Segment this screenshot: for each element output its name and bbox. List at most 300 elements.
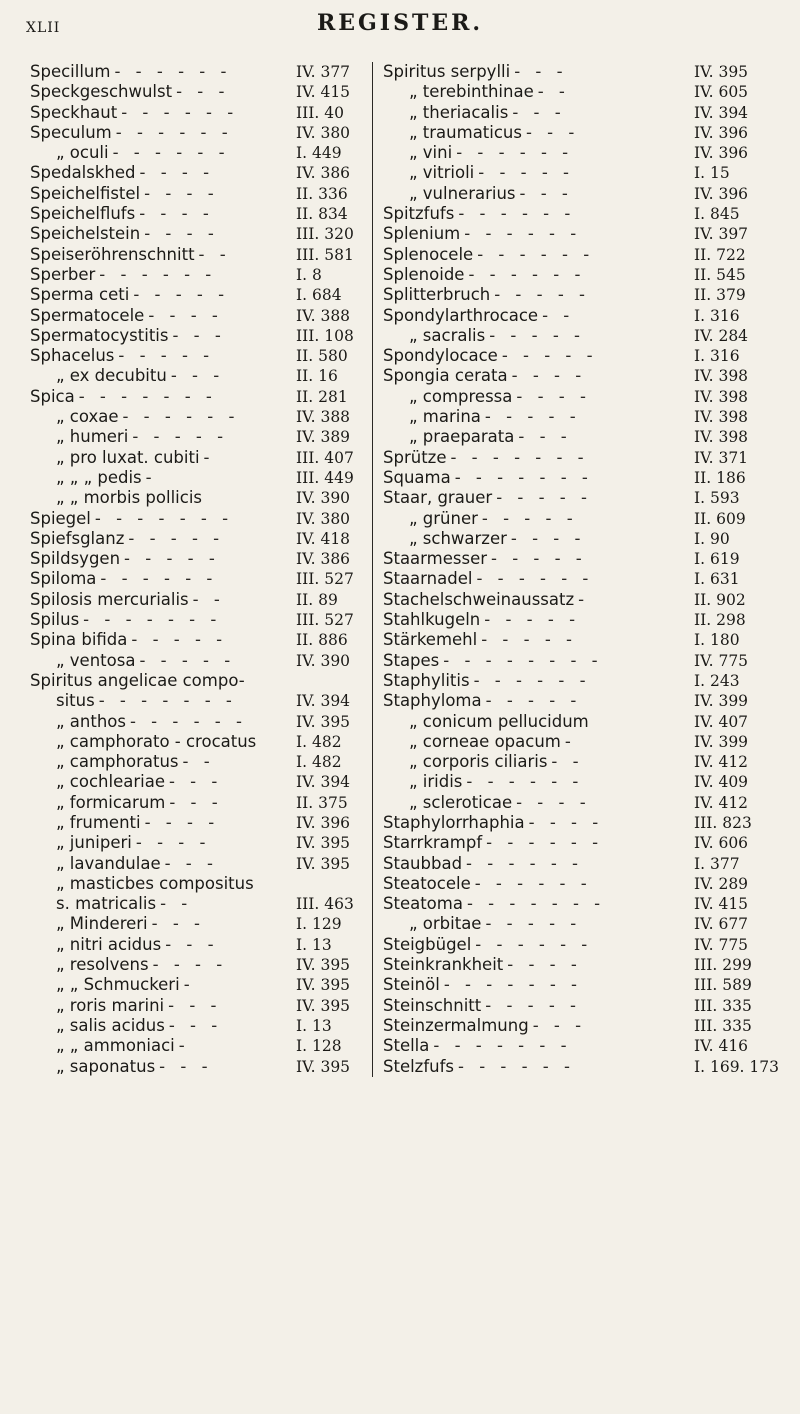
leader-dashes: - - - - - - - xyxy=(98,691,237,711)
index-term: „ frumenti xyxy=(56,812,141,832)
page-reference: IV. 396 xyxy=(694,144,749,163)
leader-dashes: - - - - - - xyxy=(477,244,595,264)
leader-dashes: - - xyxy=(537,82,570,102)
index-term: „ traumaticus xyxy=(409,122,522,142)
index-entry xyxy=(30,569,370,589)
leader-dashes: - - - xyxy=(518,427,572,447)
leader-dashes: - - - - - xyxy=(481,508,578,528)
page-reference: IV. 412 xyxy=(694,753,749,772)
index-entry xyxy=(383,914,770,934)
page-reference: II. 336 xyxy=(296,184,348,203)
leader-dashes: - - - - - - - xyxy=(94,508,234,528)
leader-dashes: - xyxy=(578,589,590,609)
index-entry xyxy=(30,691,370,711)
index-term: Steinöl xyxy=(383,975,440,995)
leader-dashes: - - - - - - xyxy=(476,569,594,589)
page-reference: IV. 407 xyxy=(694,712,749,731)
page-reference: IV. 396 xyxy=(296,813,351,832)
leader-dashes: - - - - - xyxy=(133,285,230,305)
index-term: Staphylorrhaphia xyxy=(383,812,525,832)
leader-dashes: - - - - - xyxy=(124,549,220,569)
page-reference: I. 449 xyxy=(296,144,342,163)
leader-dashes: - - - - - - xyxy=(474,873,592,893)
page-reference: IV. 399 xyxy=(694,732,749,751)
index-term: „ theriacalis xyxy=(409,102,509,122)
index-term: Speckhaut xyxy=(30,102,118,122)
leader-dashes: - - - - - - xyxy=(114,62,232,81)
index-term: „ anthos xyxy=(56,711,126,731)
index-term: Staubbad xyxy=(383,853,463,873)
page-reference: I. 129 xyxy=(296,915,342,934)
leader-dashes: - - - - - xyxy=(484,407,581,427)
index-term: „ pro luxat. cubiti xyxy=(56,447,200,467)
leader-dashes: - - - xyxy=(519,183,573,203)
index-entry xyxy=(30,62,370,82)
page-reference: III. 407 xyxy=(296,448,354,467)
page-reference: III. 527 xyxy=(296,570,354,589)
index-entry xyxy=(30,590,370,610)
index-entry xyxy=(30,427,370,447)
index-entry xyxy=(30,833,370,853)
index-term: Staarnadel xyxy=(383,569,473,589)
leader-dashes: - - - - - xyxy=(139,650,236,670)
page-reference: II. 609 xyxy=(694,509,746,528)
index-term: „ camphoratus xyxy=(56,752,179,772)
leader-dashes: - - - - - xyxy=(485,995,581,1015)
index-entry xyxy=(30,610,370,630)
index-term: Splenium xyxy=(383,224,461,244)
index-entry xyxy=(383,732,770,752)
leader-dashes: - - xyxy=(198,244,231,264)
leader-dashes: - - - xyxy=(168,772,223,792)
index-term: Splenocele xyxy=(383,244,474,264)
index-term: Steigbügel xyxy=(383,934,472,954)
index-entry xyxy=(383,691,770,711)
index-term: Stella xyxy=(383,1036,430,1056)
index-entry xyxy=(30,894,370,914)
index-term: „ nitri acidus xyxy=(56,934,162,954)
index-term: Sphacelus xyxy=(30,346,115,366)
page-reference: III. 823 xyxy=(694,813,752,832)
leader-dashes: - - - xyxy=(165,934,219,954)
leader-dashes: - - - xyxy=(170,366,225,386)
page-reference: IV. 395 xyxy=(296,976,351,995)
index-term: „ coxae xyxy=(56,407,119,427)
page-reference: II. 902 xyxy=(694,590,746,609)
index-term: Spilosis mercurialis xyxy=(30,589,189,609)
leader-dashes: - - - - - - - xyxy=(83,610,222,630)
leader-dashes: - - - - xyxy=(144,224,219,244)
index-entry xyxy=(30,387,370,407)
leader-dashes: - - - - xyxy=(139,163,215,183)
index-entry xyxy=(383,103,770,123)
page-reference: IV. 380 xyxy=(296,509,351,528)
leader-dashes: - - - - - - - xyxy=(443,975,582,995)
index-term: „ marina xyxy=(409,407,481,427)
index-entry xyxy=(383,590,770,610)
page-reference: IV. 416 xyxy=(694,1037,749,1056)
index-entry xyxy=(383,854,770,874)
page-reference: II. 886 xyxy=(296,631,348,650)
page-reference: IV. 394 xyxy=(694,103,749,122)
page-reference: IV. 371 xyxy=(694,448,749,467)
index-entry xyxy=(383,427,770,447)
page-reference: I. 482 xyxy=(296,732,342,751)
page-reference: IV. 395 xyxy=(296,1057,351,1076)
index-entry xyxy=(383,996,770,1016)
index-entry xyxy=(30,346,370,366)
leader-dashes: - - - - - xyxy=(131,630,228,650)
index-term: Spedalskhed xyxy=(30,163,136,183)
index-term: „ praeparata xyxy=(409,427,515,447)
index-entry xyxy=(383,752,770,772)
index-term: Spongia cerata xyxy=(383,366,508,386)
leader-dashes: - - - - - - xyxy=(112,143,230,163)
page-reference: IV. 398 xyxy=(694,387,749,406)
page-reference: IV. 380 xyxy=(296,123,351,142)
page-reference: III. 320 xyxy=(296,225,354,244)
page-reference: IV. 396 xyxy=(694,184,749,203)
index-entry xyxy=(30,630,370,650)
leader-dashes: - - - - xyxy=(144,812,220,832)
leader-dashes: - - - - - - xyxy=(466,853,583,873)
index-entry xyxy=(30,529,370,549)
page-reference: III. 463 xyxy=(296,895,354,914)
page-reference: IV. 386 xyxy=(296,550,351,569)
leader-dashes: - - - - - xyxy=(496,488,592,508)
index-entry xyxy=(30,996,370,1016)
index-term: „ oculi xyxy=(56,143,109,163)
page-reference: I. 593 xyxy=(694,489,740,508)
leader-dashes: - - - - - - - xyxy=(466,894,606,914)
index-term: Spica xyxy=(30,386,75,406)
leader-dashes: - xyxy=(203,447,215,467)
page-reference: II. 16 xyxy=(296,367,338,386)
index-entry xyxy=(383,610,770,630)
leader-dashes: - - - - xyxy=(152,955,228,975)
page-reference: IV. 775 xyxy=(694,935,749,954)
index-term: Sperber xyxy=(30,264,96,284)
index-entry xyxy=(383,833,770,853)
index-entry xyxy=(30,549,370,569)
leader-dashes: - - - - - - - xyxy=(433,1036,572,1056)
page-reference: I. 316 xyxy=(694,306,740,325)
leader-dashes: - - - xyxy=(172,325,226,345)
index-entry xyxy=(30,143,370,163)
index-term: „ conicum pellucidum xyxy=(409,711,589,731)
index-term: Speichelstein xyxy=(30,224,141,244)
page-reference: III. 299 xyxy=(694,956,752,975)
leader-dashes: - - - - - - xyxy=(100,569,218,589)
page-reference: II. 89 xyxy=(296,590,338,609)
index-term: „ salis acidus xyxy=(56,1015,165,1035)
leader-dashes: - - - - xyxy=(507,955,582,975)
index-term: „ schwarzer xyxy=(409,528,507,548)
page-reference: III. 527 xyxy=(296,611,354,630)
index-entry xyxy=(30,407,370,427)
leader-dashes: - - - - xyxy=(135,833,211,853)
index-term: Stachelschweinaussatz xyxy=(383,589,575,609)
index-term: Steatocele xyxy=(383,873,471,893)
index-entry xyxy=(30,285,370,305)
page-reference: IV. 605 xyxy=(694,83,749,102)
leader-dashes: - - - - xyxy=(511,366,587,386)
index-entry xyxy=(383,509,770,529)
index-term: Speichelflufs xyxy=(30,204,136,224)
page-reference: III. 335 xyxy=(694,996,752,1015)
page-reference: IV. 409 xyxy=(694,773,749,792)
page-reference: IV. 775 xyxy=(694,651,749,670)
index-term: Spildsygen xyxy=(30,549,121,569)
index-term: „ vini xyxy=(409,143,453,163)
index-term: Sprütze xyxy=(383,447,447,467)
page-reference: I. 169. 173 xyxy=(694,1057,780,1076)
page-reference: I. 619 xyxy=(694,550,740,569)
index-term: „ ventosa xyxy=(56,650,136,670)
index-entry xyxy=(30,752,370,772)
index-entry xyxy=(30,123,370,143)
leader-dashes: - - - - - - xyxy=(122,407,240,427)
page-reference: IV. 418 xyxy=(296,529,351,548)
leader-dashes: - - xyxy=(542,305,575,325)
index-term: Steatoma xyxy=(383,894,463,914)
index-entry xyxy=(30,306,370,326)
index-term: Splenoide xyxy=(383,264,465,284)
page-reference: IV. 284 xyxy=(694,326,749,345)
index-term: Spermatocele xyxy=(30,305,145,325)
index-entry xyxy=(30,975,370,995)
page-reference: IV. 398 xyxy=(694,367,749,386)
page-reference: I. 377 xyxy=(694,854,740,873)
index-entry xyxy=(30,163,370,183)
page-reference: I. 684 xyxy=(296,286,342,305)
page-reference: II. 375 xyxy=(296,793,348,812)
leader-dashes: - - - - - - xyxy=(456,143,574,163)
index-term: „ „ ammoniaci xyxy=(56,1036,175,1056)
index-term: „ iridis xyxy=(409,772,463,792)
page-reference: IV. 394 xyxy=(296,773,351,792)
index-entry xyxy=(383,407,770,427)
page-reference: IV. 677 xyxy=(694,915,749,934)
leader-dashes: - - - - xyxy=(148,305,223,325)
index-entry xyxy=(383,874,770,894)
index-entry xyxy=(30,265,370,285)
index-entry xyxy=(30,366,370,386)
page-reference: I. 482 xyxy=(296,753,342,772)
leader-dashes: - - xyxy=(551,752,584,772)
page-reference: II. 186 xyxy=(694,468,746,487)
index-entry xyxy=(30,1057,370,1077)
page-reference: II. 580 xyxy=(296,347,348,366)
index-column-left xyxy=(30,62,370,1077)
index-entry xyxy=(383,793,770,813)
leader-dashes: - - - - - xyxy=(485,914,582,934)
index-term: situs xyxy=(56,691,95,711)
index-term: Stelzfufs xyxy=(383,1056,455,1076)
page-reference: IV. 412 xyxy=(694,793,749,812)
leader-dashes: - - - - - xyxy=(491,549,587,569)
leader-dashes: - - - xyxy=(159,1056,213,1076)
index-term: „ „ morbis pollicis xyxy=(56,488,203,508)
index-term: Steinkrankheit xyxy=(383,955,504,975)
index-term: Sperma ceti xyxy=(30,285,130,305)
leader-dashes: - - - - - xyxy=(485,691,582,711)
index-term: Starrkrampf xyxy=(383,833,483,853)
index-entry xyxy=(383,184,770,204)
index-entry xyxy=(30,772,370,792)
index-entry xyxy=(383,894,770,914)
index-entry xyxy=(383,326,770,346)
page-reference: IV. 395 xyxy=(296,956,351,975)
page-reference: IV. 399 xyxy=(694,692,749,711)
leader-dashes: - - - xyxy=(512,102,566,122)
leader-dashes: - - - - xyxy=(139,204,214,224)
page-reference: IV. 398 xyxy=(694,408,749,427)
index-term: Spiritus angelicae compo- xyxy=(30,670,245,690)
index-entry xyxy=(383,306,770,326)
page-reference: III. 449 xyxy=(296,468,354,487)
index-term: Stapes xyxy=(383,650,440,670)
index-entry xyxy=(383,712,770,732)
index-term: Staphyloma xyxy=(383,691,482,711)
leader-dashes: - - - - - - xyxy=(129,711,247,731)
index-term: Spondylarthrocace xyxy=(383,305,539,325)
page-reference: I. 13 xyxy=(296,1016,332,1035)
index-term: „ juniperi xyxy=(56,833,132,853)
leader-dashes: - xyxy=(183,975,195,995)
index-entry xyxy=(30,326,370,346)
index-term: Splitterbruch xyxy=(383,285,491,305)
index-term: Spondylocace xyxy=(383,346,498,366)
index-entry xyxy=(30,914,370,934)
index-term: „ lavandulae xyxy=(56,853,161,873)
index-entry xyxy=(383,448,770,468)
index-entry xyxy=(30,793,370,813)
index-entry xyxy=(30,813,370,833)
index-entry xyxy=(383,651,770,671)
index-entry xyxy=(30,874,370,894)
page-reference: IV. 395 xyxy=(296,854,351,873)
leader-dashes: - - xyxy=(182,752,215,772)
index-entry xyxy=(383,468,770,488)
index-entry xyxy=(30,468,370,488)
page-reference: IV. 289 xyxy=(694,874,749,893)
index-entry xyxy=(383,163,770,183)
page-reference: I. 15 xyxy=(694,164,730,183)
page-reference: IV. 388 xyxy=(296,408,351,427)
leader-dashes: - - - - - - xyxy=(115,122,233,142)
leader-dashes: - - - - - - - xyxy=(450,447,589,467)
leader-dashes: - - - xyxy=(164,853,218,873)
index-term: Specillum xyxy=(30,62,111,81)
leader-dashes: - - - - xyxy=(528,812,604,832)
index-entry xyxy=(30,935,370,955)
leader-dashes: - - - xyxy=(151,914,205,934)
page-reference: IV. 415 xyxy=(694,895,749,914)
index-term: „ compressa xyxy=(409,386,513,406)
leader-dashes: - - - - - - xyxy=(121,102,239,122)
page-reference: IV. 397 xyxy=(694,225,749,244)
index-term: „ ex decubitu xyxy=(56,366,167,386)
index-term: „ humeri xyxy=(56,427,129,447)
index-entry xyxy=(30,448,370,468)
index-term: „ vulnerarius xyxy=(409,183,516,203)
page-reference: IV. 395 xyxy=(694,63,749,81)
leader-dashes: - - xyxy=(192,589,225,609)
index-entry xyxy=(383,529,770,549)
index-entry xyxy=(30,732,370,752)
index-term: „ grüner xyxy=(409,508,478,528)
index-entry xyxy=(30,854,370,874)
index-entry xyxy=(383,935,770,955)
page-reference: IV. 377 xyxy=(296,63,351,81)
leader-dashes: - - - xyxy=(169,792,223,812)
index-entry xyxy=(383,123,770,143)
leader-dashes: - - - xyxy=(176,82,230,102)
index-term: Staar, grauer xyxy=(383,488,493,508)
index-entry xyxy=(30,1036,370,1056)
leader-dashes: - - - - - - xyxy=(466,772,584,792)
index-entry xyxy=(383,366,770,386)
leader-dashes: - - - - - xyxy=(118,346,215,366)
index-entry xyxy=(383,285,770,305)
leader-dashes: - - - xyxy=(525,122,580,142)
index-term: „ roris marini xyxy=(56,995,165,1015)
leader-dashes: - - - - - - xyxy=(468,264,586,284)
leader-dashes: - - - - xyxy=(510,528,586,548)
index-term: „ vitrioli xyxy=(409,163,475,183)
leader-dashes: - - - xyxy=(532,1015,587,1035)
index-entry xyxy=(30,224,370,244)
page-number: XLII xyxy=(26,20,61,36)
index-term: Speckgeschwulst xyxy=(30,82,173,102)
leader-dashes: - - - - - xyxy=(481,630,577,650)
page-reference: IV. 390 xyxy=(296,489,351,508)
leader-dashes: - - - - - - xyxy=(486,833,604,853)
page-reference: I. 316 xyxy=(694,347,740,366)
page-reference: IV. 395 xyxy=(296,712,351,731)
index-entry xyxy=(383,630,770,650)
page-reference: III. 589 xyxy=(694,976,752,995)
index-term: Spiloma xyxy=(30,569,97,589)
page-reference: IV. 395 xyxy=(296,996,351,1015)
index-term: Stärkemehl xyxy=(383,630,478,650)
index-entry xyxy=(383,1036,770,1056)
index-entry xyxy=(30,712,370,732)
index-term: „ camphorato - crocatus xyxy=(56,731,257,751)
index-entry xyxy=(383,143,770,163)
index-term: „ scleroticae xyxy=(409,792,513,812)
index-entry xyxy=(30,955,370,975)
index-term: Spina bifida xyxy=(30,630,128,650)
index-term: „ Mindereri xyxy=(56,914,148,934)
page-reference: II. 281 xyxy=(296,387,348,406)
leader-dashes: - xyxy=(145,467,157,487)
index-entry xyxy=(30,82,370,102)
page-reference: III. 108 xyxy=(296,326,354,345)
index-term: „ „ Schmuckeri xyxy=(56,975,180,995)
page-reference: I. 13 xyxy=(296,935,332,954)
page-reference: II. 722 xyxy=(694,245,746,264)
page-reference: IV. 395 xyxy=(296,834,351,853)
leader-dashes: - - - xyxy=(168,995,222,1015)
index-term: „ saponatus xyxy=(56,1056,156,1076)
leader-dashes: - - - - - xyxy=(128,528,225,548)
index-term: „ terebinthinae xyxy=(409,82,534,102)
page-reference: III. 335 xyxy=(694,1016,752,1035)
index-term: Staphylitis xyxy=(383,670,470,690)
page-reference: I. 8 xyxy=(296,265,322,284)
